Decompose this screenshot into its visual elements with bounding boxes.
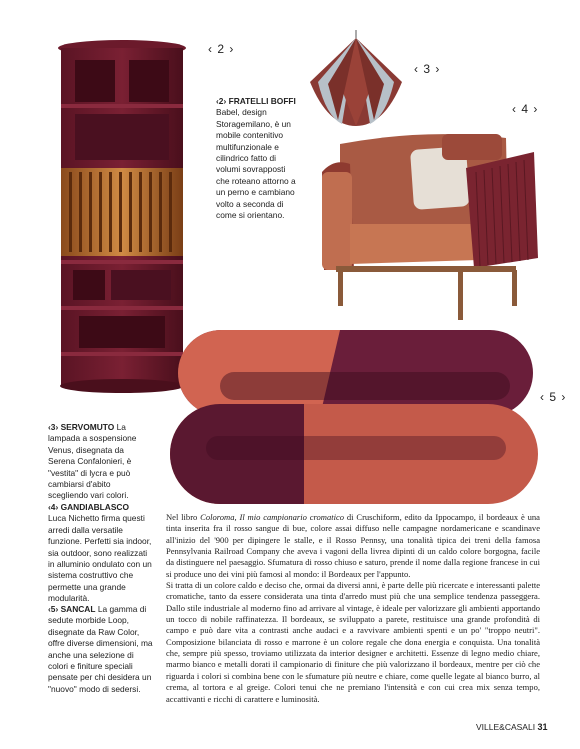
- caption-label: ‹3›: [48, 422, 59, 432]
- caption-brand: GANDIABLASCO: [60, 502, 129, 512]
- article-intro: Nel libro: [166, 512, 201, 522]
- caption-text: La gamma di sedute morbide Loop, disegnate da Raw Color, offre diverse dimensioni, ma anche una selezione di colori e finiture speciali pensate per chi desidera un "nuovo" modo di sedersi.: [48, 604, 153, 694]
- magazine-name: VILLE&CASALI: [476, 722, 536, 732]
- page-number: 31: [537, 722, 548, 732]
- marker-4: ‹ 4 ›: [512, 102, 539, 116]
- caption-brand: SANCAL: [60, 604, 96, 614]
- armchair-image: [316, 128, 542, 324]
- book-title: Coloroma, Il mio campionario cromatico: [200, 512, 345, 522]
- venus-lamp-image: [298, 30, 414, 130]
- article-body: [166, 512, 540, 705]
- caption-text: La lampada a sospensione Venus, disegnata da Serena Confalonieri, è "vestita" di lycra e può cambiarsi d'abito scegliendo vari colori.: [48, 422, 137, 501]
- page-footer: [476, 722, 547, 732]
- marker-2: ‹ 2 ›: [208, 42, 235, 56]
- caption-text: Luca Nichetto firma questi arredi dalla versatile funzione. Perfetti sia indoor, sia outdoor, sono realizzati in alluminio ondulato con un sistema costruttivo che permette una grande modularità.: [48, 513, 152, 604]
- caption-fratelli-boffi: [216, 96, 296, 221]
- caption-text: Babel, design Storagemilano, è un mobile contenitivo multifunzionale e cilindrico fatto di volumi sovrapposti che roteano attorno a un perno e cambiano volto a seconda di come si orientano.: [216, 107, 296, 221]
- caption-label: ‹4›: [48, 502, 59, 512]
- caption-sancal: [48, 604, 154, 695]
- marker-5: ‹ 5 ›: [540, 390, 567, 404]
- loop-sofa-image: [170, 326, 540, 508]
- caption-brand: FRATELLI BOFFI: [228, 96, 296, 106]
- caption-label: ‹5›: [48, 604, 59, 614]
- article-paragraph-1: di Cruschiform, edito da Ippocampo, il bordeaux è una tinta inserita fra il rosso sangue di bue, colore assai diffuso nelle campagne nordamericane e scandinave all'inizio del '900 per dipingere le stalle, e il Rosso Pennsy, una tonalità tipica dei treni della famosa Pennsylvania Railroad Company che aveva i vagoni della livrea dipinti di un caldo colore borgogna, facile da distinguere nel paesaggio. Sfumatura di rosso chiuso e saturo, prende il nome dalla regione francese in cui si produce uno dei vini più famosi al mondo: il Bordeaux per l'appunto.: [166, 512, 540, 579]
- article-paragraph-2: Si tratta di un colore caldo e deciso che, ormai da diversi anni, è parte delle più ricercate e interessanti palette cromatiche, tanto da essere considerata una tinta d'arredo must più che una semplice tendenza passeggera. Dallo stile industriale al moderno fino ad arrivare al vintage, è ideale per valorizzare gli ambienti apportando un tocco di nobile raffinatezza. Il bordeaux, se sviluppato a parete, restituisce una grande profondità di campo e può dare vita a contrasti anche audaci e a ravvivare ambienti spenti e un po' "troppo neutri". Composizione bilanciata di rosso e marrone è un colore regale che dona energia e conquista. Una tonalità che, sempre più spesso, troviamo utilizzata da interior designer e architetti. Essenze di legno medio chiare, marmo bianco e metalli dorati il campionario di finiture che più valorizzano il bordeaux, mentre per ciò che riguarda i colori si combina bene con le sfumature più neutre e chiare, come quelle legate al bianco burro, al crema, al tortora e al greige. Colori tenui che ne premiano l'intensità e con cui crea mix senza tempo, accattivanti e ricchi di carattere e luminosità.: [166, 580, 540, 704]
- caption-gandiablasco: [48, 502, 154, 605]
- marker-3: ‹ 3 ›: [414, 62, 441, 76]
- caption-servomuto: [48, 422, 152, 502]
- caption-brand: SERVOMUTO: [60, 422, 115, 432]
- caption-label: ‹2›: [216, 96, 227, 106]
